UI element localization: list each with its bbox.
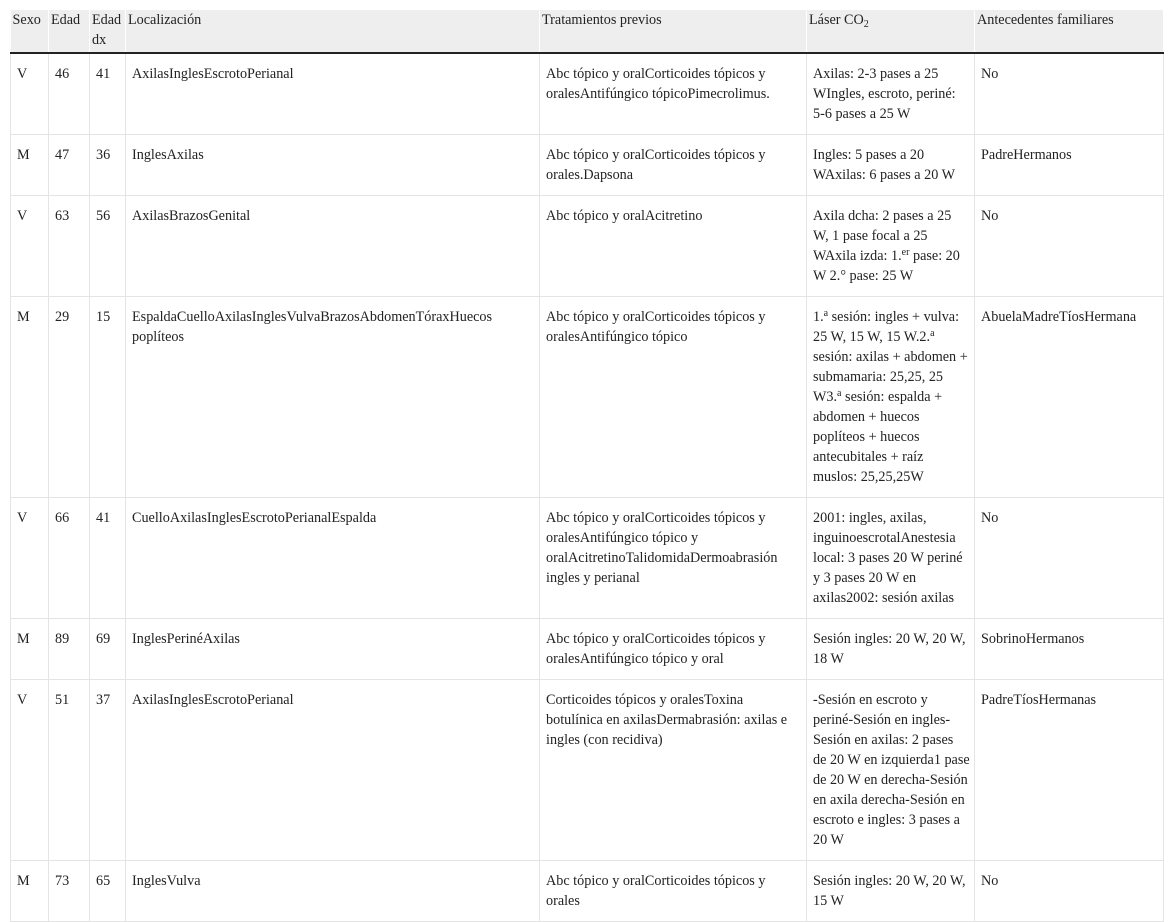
cell-sexo: V [11, 53, 49, 135]
laser-text: pase: 20 W 2.° pase: 25 W [813, 248, 960, 284]
cell-laser: Sesión ingles: 20 W, 20 W, 15 W [807, 861, 975, 922]
table-row [11, 196, 1164, 297]
cell-antecedentes: AbuelaMadreTíosHermana [975, 297, 1164, 498]
header-laser-subscript: 2 [863, 19, 869, 30]
cell-edad-dx: 15 [90, 297, 126, 498]
header-localizacion: Localización [126, 10, 540, 53]
cell-tratamientos: Abc tópico y oralCorticoides tópicos y orales [540, 861, 807, 922]
cell-sexo: M [11, 861, 49, 922]
cell-edad-dx: 37 [90, 680, 126, 861]
cell-antecedentes: PadreHermanos [975, 135, 1164, 196]
cell-antecedentes: No [975, 498, 1164, 619]
laser-superscript: er [901, 247, 910, 258]
table-row [11, 861, 1164, 922]
cell-antecedentes: SobrinoHermanos [975, 619, 1164, 680]
document-page [10, 10, 1163, 922]
cell-sexo: M [11, 297, 49, 498]
cell-tratamientos: Abc tópico y oralCorticoides tópicos y oralesAntifúngico tópico y oral [540, 619, 807, 680]
cell-sexo: V [11, 498, 49, 619]
cell-localizacion: EspaldaCuelloAxilasInglesVulvaBrazosAbdomenTóraxHuecos poplíteos [126, 297, 540, 498]
cell-tratamientos: Abc tópico y oralCorticoides tópicos y oralesAntifúngico tópico y oralAcitretinoTalidomidaDermoabrasión ingles y perianal [540, 498, 807, 619]
cell-tratamientos: Corticoides tópicos y oralesToxina botulínica en axilasDermabrasión: axilas e ingles (con recidiva) [540, 680, 807, 861]
cell-localizacion: AxilasInglesEscrotoPerianal [126, 680, 540, 861]
laser-text: sesión: espalda + abdomen + huecos poplíteos + huecos antecubitales + raíz muslos: 25,25,25W [813, 389, 943, 485]
cell-localizacion: InglesPerinéAxilas [126, 619, 540, 680]
table-row [11, 498, 1164, 619]
header-laser-label: Láser CO [809, 12, 864, 28]
cell-antecedentes: PadreTíosHermanas [975, 680, 1164, 861]
header-tratamientos: Tratamientos previos [540, 10, 807, 53]
cell-sexo: M [11, 135, 49, 196]
cell-antecedentes: No [975, 53, 1164, 135]
cell-localizacion: InglesVulva [126, 861, 540, 922]
table-header [11, 10, 1164, 53]
cell-antecedentes: No [975, 861, 1164, 922]
cell-laser: -Sesión en escroto y periné-Sesión en ingles-Sesión en axilas: 2 pases de 20 W en izquierda1 pase de 20 W en derecha-Sesión en axila derecha-Sesión en escroto e ingles: 3 pases a 20 W [807, 680, 975, 861]
cell-sexo: M [11, 619, 49, 680]
laser-text: Axila dcha: 2 pases a 25 W, 1 pase focal a 25 WAxila izda: 1. [813, 208, 952, 264]
cell-edad: 51 [49, 680, 90, 861]
table-row [11, 297, 1164, 498]
clinical-table [10, 10, 1164, 922]
cell-localizacion: AxilasInglesEscrotoPerianal [126, 53, 540, 135]
laser-text: sesión: ingles + vulva: 25 W, 15 W, 15 W.2. [813, 309, 960, 345]
laser-text: sesión: axilas + abdomen + submamaria: 25,25, 25 W3. [813, 349, 968, 405]
cell-tratamientos: Abc tópico y oralAcitretino [540, 196, 807, 297]
header-antecedentes: Antecedentes familiares [975, 10, 1164, 53]
cell-edad: 47 [49, 135, 90, 196]
cell-laser: 2001: ingles, axilas, inguinoescrotalAnestesia local: 3 pases 20 W periné y 3 pases 20 W en axilas2002: sesión axilas [807, 498, 975, 619]
cell-edad-dx: 56 [90, 196, 126, 297]
table-body [11, 53, 1164, 922]
cell-laser: Ingles: 5 pases a 20 WAxilas: 6 pases a 20 W [807, 135, 975, 196]
cell-sexo: V [11, 680, 49, 861]
cell-laser: Sesión ingles: 20 W, 20 W, 18 W [807, 619, 975, 680]
cell-edad: 89 [49, 619, 90, 680]
cell-tratamientos: Abc tópico y oralCorticoides tópicos y orales.Dapsona [540, 135, 807, 196]
table-row [11, 53, 1164, 135]
cell-edad: 46 [49, 53, 90, 135]
cell-edad-dx: 69 [90, 619, 126, 680]
laser-superscript: a [837, 388, 842, 399]
cell-edad-dx: 65 [90, 861, 126, 922]
header-edad: Edad [49, 10, 90, 53]
cell-edad-dx: 41 [90, 53, 126, 135]
cell-localizacion: AxilasBrazosGenital [126, 196, 540, 297]
header-sexo: Sexo [11, 10, 49, 53]
header-laser [807, 10, 975, 53]
cell-sexo: V [11, 196, 49, 297]
cell-localizacion: InglesAxilas [126, 135, 540, 196]
header-edad-dx: Edad dx [90, 10, 126, 53]
cell-edad: 29 [49, 297, 90, 498]
cell-laser [807, 196, 975, 297]
laser-superscript: a [930, 328, 935, 339]
cell-tratamientos: Abc tópico y oralCorticoides tópicos y oralesAntifúngico tópico [540, 297, 807, 498]
cell-edad-dx: 41 [90, 498, 126, 619]
cell-laser [807, 297, 975, 498]
table-row [11, 680, 1164, 861]
cell-tratamientos: Abc tópico y oralCorticoides tópicos y oralesAntifúngico tópicoPimecrolimus. [540, 53, 807, 135]
cell-edad: 66 [49, 498, 90, 619]
cell-edad: 73 [49, 861, 90, 922]
table-row [11, 135, 1164, 196]
cell-edad: 63 [49, 196, 90, 297]
cell-antecedentes: No [975, 196, 1164, 297]
laser-superscript: a [823, 308, 829, 319]
cell-edad-dx: 36 [90, 135, 126, 196]
table-row [11, 619, 1164, 680]
cell-laser: Axilas: 2-3 pases a 25 WIngles, escroto, periné: 5-6 pases a 25 W [807, 53, 975, 135]
laser-text: 1. [813, 309, 824, 325]
cell-localizacion: CuelloAxilasInglesEscrotoPerianalEspalda [126, 498, 540, 619]
